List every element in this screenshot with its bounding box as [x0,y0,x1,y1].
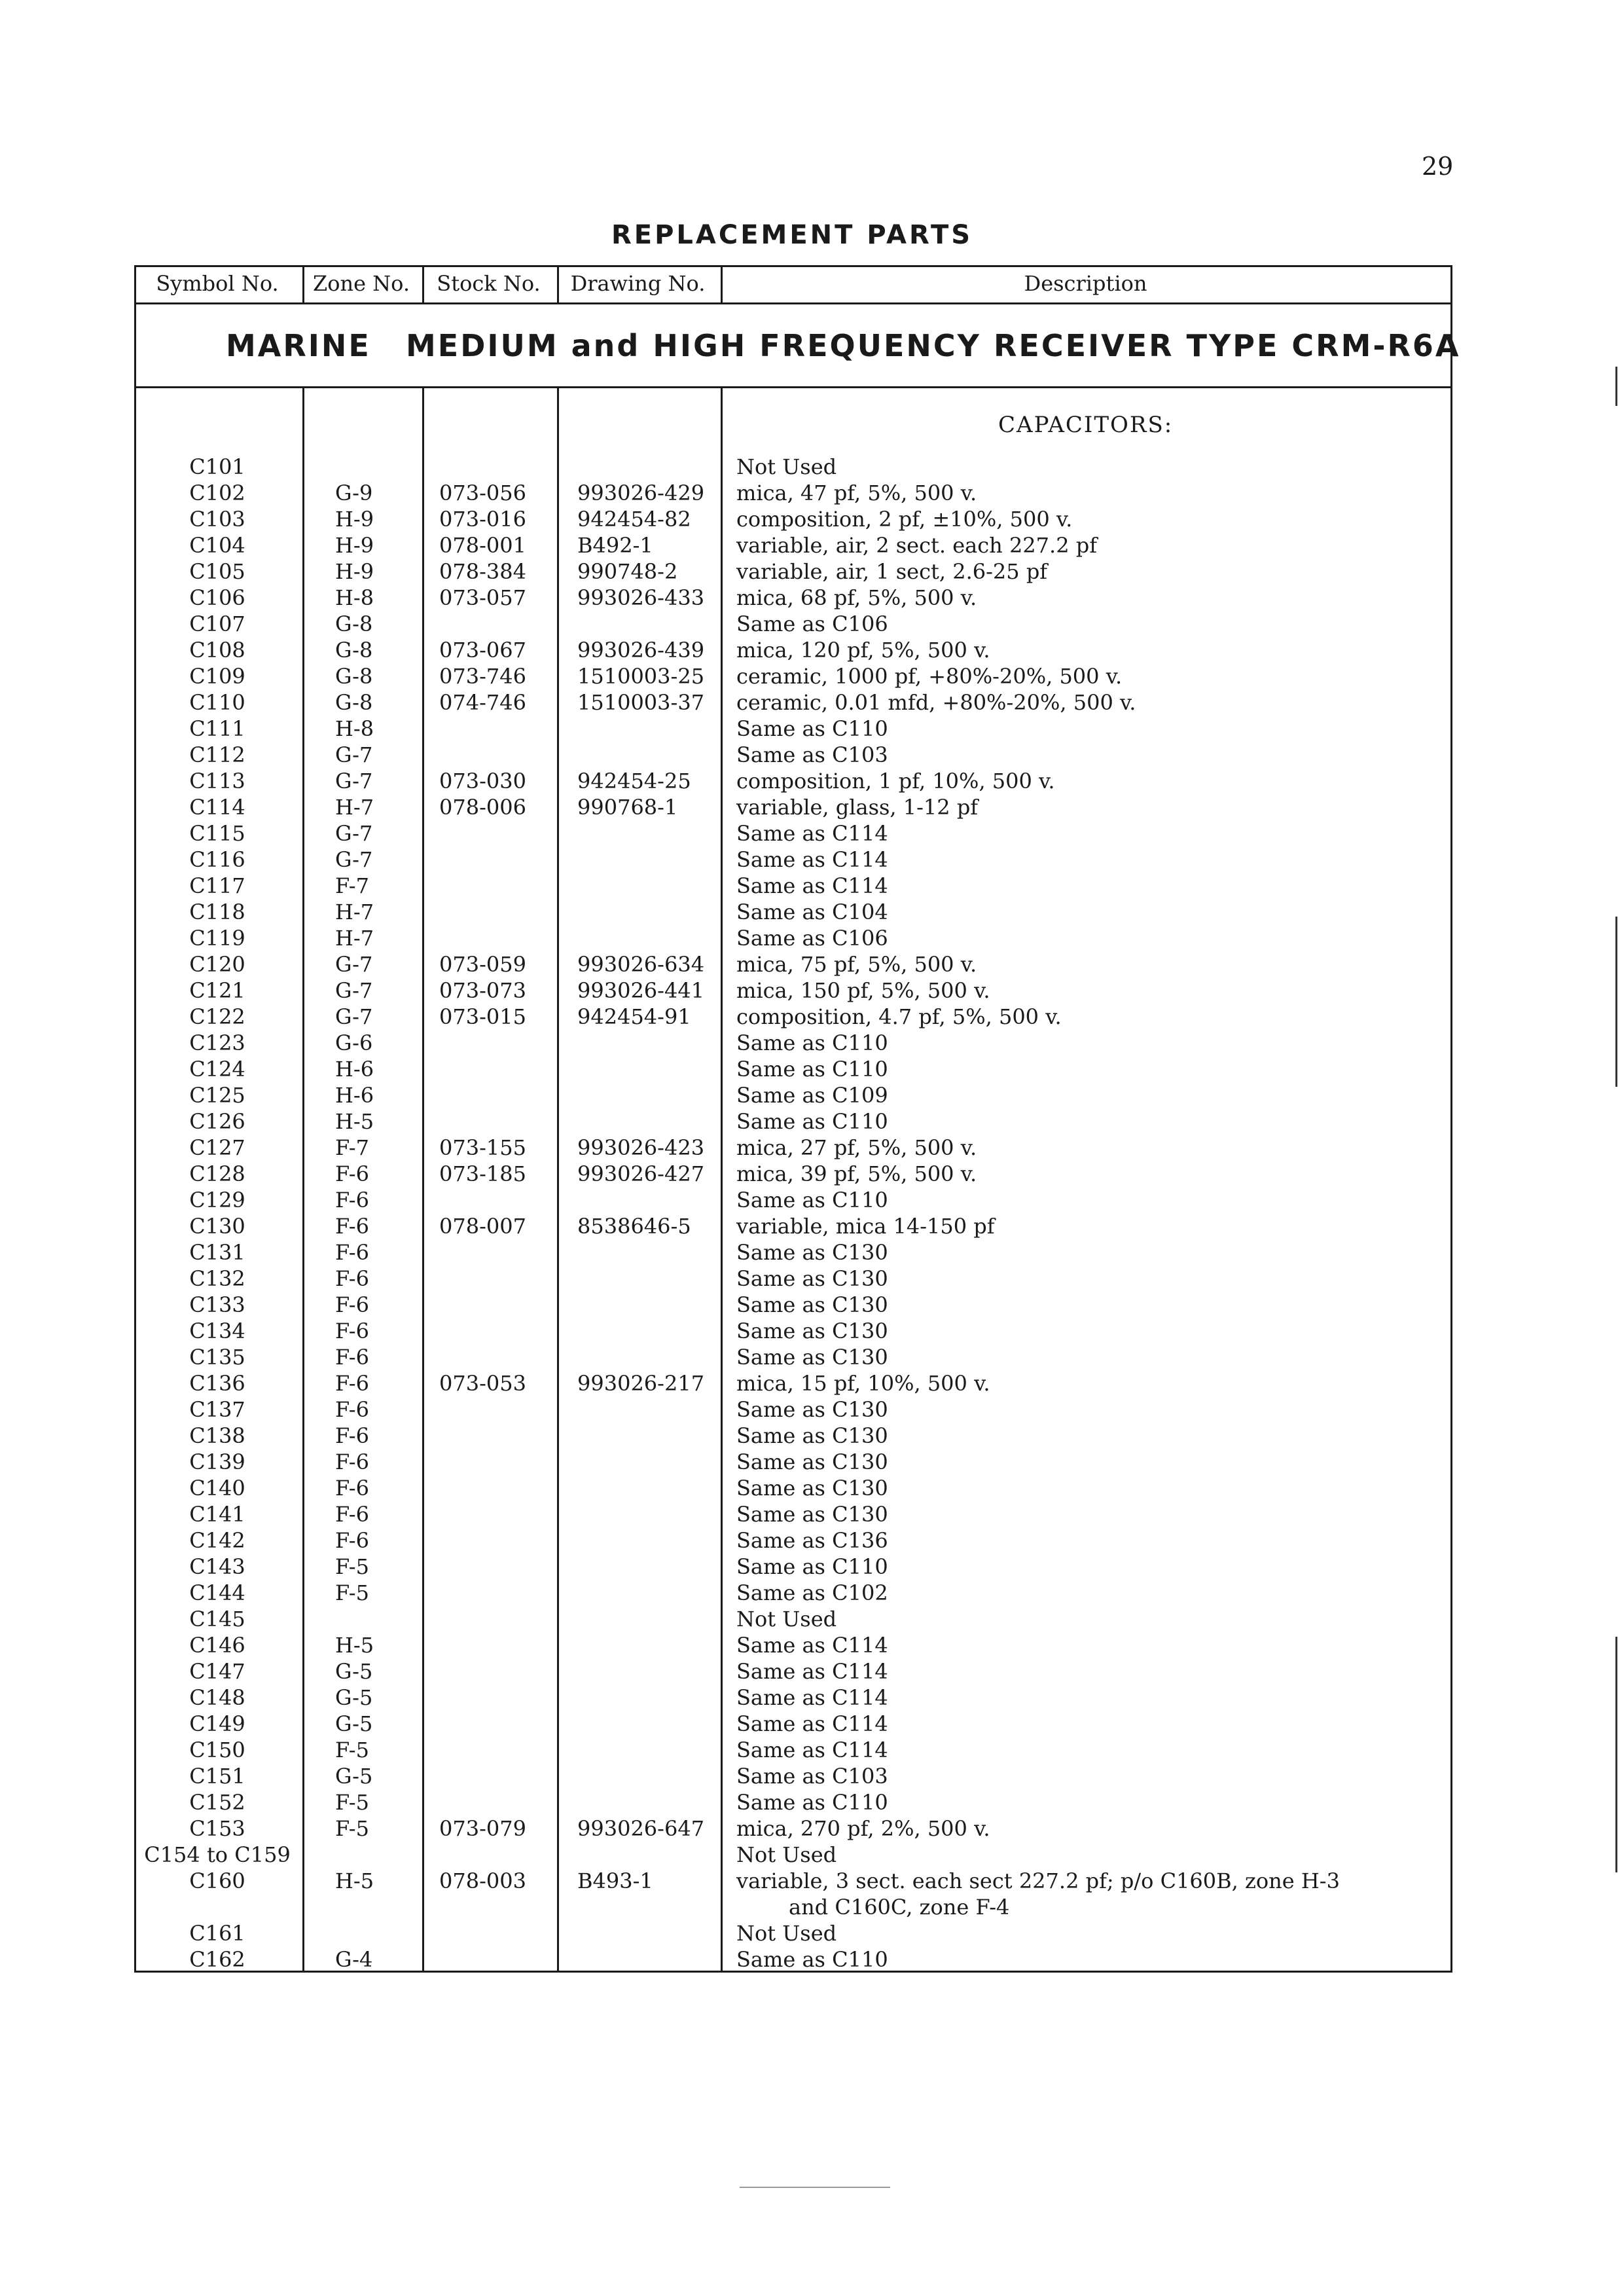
description-cell: ceramic, 1000 pf, +80%-20%, 500 v. [736,664,1123,689]
table-row [134,1056,1452,1082]
table-row [134,1108,1452,1135]
table-row [134,1213,1452,1239]
drawing-cell: 942454-91 [577,1004,691,1029]
table-row [134,1946,1452,1973]
symbol-cell: C148 [189,1685,245,1710]
description-cell: variable, mica 14-150 pf [736,1214,995,1239]
description-cell: Same as C106 [736,611,888,636]
symbol-cell: C138 [189,1423,245,1448]
page-title: REPLACEMENT PARTS [611,220,973,250]
symbol-cell: C151 [189,1764,245,1789]
table-row [134,1815,1452,1842]
table-row [134,1554,1452,1580]
header-stock-no: Stock No. [437,271,541,296]
description-cell: Same as C104 [736,900,888,924]
zone-cell: G-8 [335,664,373,689]
zone-cell: H-9 [335,507,374,532]
table-row [134,1344,1452,1370]
symbol-cell: C129 [189,1188,245,1212]
drawing-cell: 993026-647 [577,1816,705,1841]
table-row [134,1475,1452,1501]
table-row [134,1292,1452,1318]
symbol-cell: C118 [189,900,245,924]
column-divider [302,265,304,304]
description-cell: Same as C130 [736,1397,888,1422]
description-cell: mica, 150 pf, 5%, 500 v. [736,978,990,1003]
description-cell: Same as C103 [736,1764,888,1789]
symbol-cell: C146 [189,1633,245,1658]
table-row [134,1030,1452,1056]
zone-cell: G-9 [335,481,373,505]
symbol-cell: C125 [189,1083,245,1108]
symbol-cell: C130 [189,1214,245,1239]
symbol-cell: C132 [189,1266,245,1291]
symbol-cell: C152 [189,1790,245,1815]
description-cell: Same as C103 [736,742,888,767]
symbol-cell: C106 [189,585,245,610]
description-cell: mica, 68 pf, 5%, 500 v. [736,585,977,610]
footer-rule [740,2187,890,2188]
zone-cell: G-8 [335,690,373,715]
stock-cell: 073-079 [439,1816,526,1841]
symbol-cell: C131 [189,1240,245,1265]
zone-cell: F-6 [335,1476,369,1501]
symbol-cell: C135 [189,1345,245,1370]
zone-cell: G-7 [335,769,373,793]
table-row [134,794,1452,820]
scan-edge-mark [1615,917,1617,1087]
zone-cell: F-6 [335,1528,369,1553]
zone-cell: F-6 [335,1161,369,1186]
symbol-cell: C142 [189,1528,245,1553]
zone-cell: F-6 [335,1502,369,1527]
zone-cell: F-6 [335,1397,369,1422]
description-cell: Same as C114 [736,847,888,872]
symbol-cell: C119 [189,926,245,951]
table-row [134,1135,1452,1161]
drawing-cell: 942454-25 [577,769,691,793]
symbol-cell: C104 [189,533,245,558]
description-cell: composition, 4.7 pf, 5%, 500 v. [736,1004,1062,1029]
description-cell: mica, 120 pf, 5%, 500 v. [736,638,990,663]
symbol-cell: C117 [189,873,245,898]
zone-cell: F-6 [335,1240,369,1265]
description-cell: mica, 47 pf, 5%, 500 v. [736,481,977,505]
table-row [134,611,1452,637]
description-cell: ceramic, 0.01 mfd, +80%-20%, 500 v. [736,690,1136,715]
zone-cell: H-7 [335,900,374,924]
zone-cell: F-6 [335,1449,369,1474]
symbol-cell: C101 [189,454,245,479]
zone-cell: G-6 [335,1030,373,1055]
table-row [134,1842,1452,1868]
zone-cell: H-9 [335,559,374,584]
stock-cell: 078-007 [439,1214,526,1239]
drawing-cell: 993026-217 [577,1371,705,1396]
description-cell: Same as C114 [736,1659,888,1684]
symbol-cell: C107 [189,611,245,636]
symbol-cell: C140 [189,1476,245,1501]
stock-cell: 073-155 [439,1135,526,1160]
stock-cell: 073-746 [439,664,526,689]
symbol-cell: C109 [189,664,245,689]
description-cell: composition, 1 pf, 10%, 500 v. [736,769,1055,793]
drawing-cell: 942454-82 [577,507,691,532]
drawing-cell: 993026-439 [577,638,705,663]
symbol-cell: C120 [189,952,245,977]
description-cell: Same as C130 [736,1449,888,1474]
symbol-cell: C103 [189,507,245,532]
description-cell: variable, air, 1 sect, 2.6-25 pf [736,559,1048,584]
description-cell: Same as C114 [736,1738,888,1762]
zone-cell: G-7 [335,847,373,872]
zone-cell: G-8 [335,638,373,663]
table-row [134,454,1452,480]
stock-cell: 073-185 [439,1161,526,1186]
zone-cell: H-5 [335,1633,374,1658]
zone-cell: H-6 [335,1057,374,1082]
symbol-cell: C110 [189,690,245,715]
table-row [134,820,1452,847]
symbol-cell: C112 [189,742,245,767]
header-symbol-no: Symbol No. [156,271,279,296]
drawing-cell: 993026-423 [577,1135,705,1160]
description-cell: Not Used [736,1842,837,1867]
description-cell: Not Used [736,454,837,479]
drawing-cell: 990748-2 [577,559,678,584]
zone-cell: G-7 [335,742,373,767]
symbol-cell: C128 [189,1161,245,1186]
table-row [134,1763,1452,1789]
table-row [134,506,1452,532]
description-cell: Same as C102 [736,1580,888,1605]
symbol-cell: C139 [189,1449,245,1474]
drawing-cell: 1510003-25 [577,664,705,689]
symbol-cell: C136 [189,1371,245,1396]
description-cell: variable, 3 sect. each sect 227.2 pf; p/o C160B, zone H-3 [736,1868,1340,1893]
description-cell: Same as C130 [736,1423,888,1448]
zone-cell: F-7 [335,1135,369,1160]
description-cell: Same as C130 [736,1292,888,1317]
symbol-cell: C134 [189,1319,245,1343]
table-row [134,1737,1452,1763]
zone-cell: F-6 [335,1423,369,1448]
table-row [134,1711,1452,1737]
zone-cell: G-7 [335,821,373,846]
description-cell: variable, glass, 1-12 pf [736,795,979,820]
symbol-cell: C126 [189,1109,245,1134]
description-cell: Same as C110 [736,1188,888,1212]
header-zone-no: Zone No. [312,271,410,296]
zone-cell: G-7 [335,1004,373,1029]
zone-cell: H-7 [335,795,374,820]
symbol-cell: C124 [189,1057,245,1082]
zone-cell: F-6 [335,1188,369,1212]
stock-cell: 073-057 [439,585,526,610]
drawing-cell: 993026-427 [577,1161,705,1186]
zone-cell: H-6 [335,1083,374,1108]
table-row [134,1318,1452,1344]
description-cell: Same as C114 [736,873,888,898]
symbol-cell: C102 [189,481,245,505]
symbol-cell: C121 [189,978,245,1003]
zone-cell: H-8 [335,716,374,741]
table-row [134,1501,1452,1527]
description-cell: Same as C130 [736,1476,888,1501]
symbol-cell: C115 [189,821,245,846]
symbol-cell: C153 [189,1816,245,1841]
symbol-cell: C143 [189,1554,245,1579]
description-cell: Same as C114 [736,1633,888,1658]
symbol-cell: C141 [189,1502,245,1527]
table-row [134,977,1452,1004]
table-row [134,1920,1452,1946]
table-row [134,1527,1452,1554]
column-divider [557,265,559,304]
symbol-cell: C145 [189,1607,245,1631]
description-cell: Same as C114 [736,1685,888,1710]
table-row [134,1370,1452,1396]
table-row [134,1685,1452,1711]
description-cell: Same as C110 [736,1947,888,1972]
symbol-cell: C160 [189,1868,245,1893]
banner-receiver-type: MEDIUM and HIGH FREQUENCY RECEIVER TYPE CRM-R6A [406,328,1461,363]
table-row [134,1266,1452,1292]
zone-cell: G-8 [335,611,373,636]
zone-cell: G-4 [335,1947,373,1972]
header-description: Description [1024,271,1147,296]
zone-cell: F-6 [335,1345,369,1370]
zone-cell: G-5 [335,1659,373,1684]
description-cell: Same as C130 [736,1266,888,1291]
symbol-cell: C137 [189,1397,245,1422]
description-cell: Same as C114 [736,1711,888,1736]
page-number: 29 [1422,152,1454,181]
zone-cell: G-5 [335,1764,373,1789]
stock-cell: 073-067 [439,638,526,663]
table-row [134,1632,1452,1658]
table-row [134,663,1452,689]
zone-cell: G-7 [335,952,373,977]
zone-cell: H-9 [335,533,374,558]
description-cell: Not Used [736,1607,837,1631]
receiver-banner [134,304,1461,388]
zone-cell: G-5 [335,1711,373,1736]
description-cell: Same as C110 [736,1030,888,1055]
zone-cell: F-6 [335,1214,369,1239]
symbol-cell: C144 [189,1580,245,1605]
drawing-cell: B492-1 [577,533,653,558]
symbol-cell: C108 [189,638,245,663]
symbol-cell: C133 [189,1292,245,1317]
stock-cell: 073-059 [439,952,526,977]
symbol-cell: C127 [189,1135,245,1160]
drawing-cell: B493-1 [577,1868,653,1893]
symbol-cell: C113 [189,769,245,793]
symbol-cell: C154 to C159 [144,1842,291,1867]
description-cell: Same as C110 [736,1109,888,1134]
zone-cell: F-7 [335,873,369,898]
symbol-cell: C114 [189,795,245,820]
table-row [134,1580,1452,1606]
table-row [134,689,1452,716]
description-cell: Same as C110 [736,1057,888,1082]
stock-cell: 073-056 [439,481,526,505]
scan-edge-mark [1615,367,1617,406]
stock-cell: 078-384 [439,559,526,584]
table-row [134,1239,1452,1266]
description-cell: Same as C130 [736,1345,888,1370]
description-cell: Same as C110 [736,1554,888,1579]
zone-cell: F-5 [335,1790,369,1815]
description-cell: mica, 27 pf, 5%, 500 v. [736,1135,977,1160]
zone-cell: F-5 [335,1738,369,1762]
description-cell: mica, 15 pf, 10%, 500 v. [736,1371,990,1396]
description-cell: mica, 270 pf, 2%, 500 v. [736,1816,990,1841]
column-divider [422,265,424,304]
description-cell: Same as C109 [736,1083,888,1108]
table-row [134,1658,1452,1685]
table-row [134,558,1452,585]
banner-marine: MARINE [226,328,371,363]
table-row [134,1161,1452,1187]
zone-cell: H-5 [335,1109,374,1134]
zone-cell: F-5 [335,1580,369,1605]
description-cell: Same as C114 [736,821,888,846]
table-row [134,1789,1452,1815]
stock-cell: 074-746 [439,690,526,715]
symbol-cell: C123 [189,1030,245,1055]
table-row [134,951,1452,977]
stock-cell: 078-003 [439,1868,526,1893]
table-row [134,532,1452,558]
table-row [134,1004,1452,1030]
zone-cell: H-7 [335,926,374,951]
drawing-cell: 993026-433 [577,585,705,610]
table-row [134,1423,1452,1449]
description-cell: Same as C110 [736,716,888,741]
section-heading: CAPACITORS: [998,412,1174,438]
table-row [134,716,1452,742]
stock-cell: 073-016 [439,507,526,532]
table-row [134,873,1452,899]
drawing-cell: 993026-429 [577,481,705,505]
table-row [134,585,1452,611]
description-cell: mica, 75 pf, 5%, 500 v. [736,952,977,977]
zone-cell: G-7 [335,978,373,1003]
symbol-cell: C122 [189,1004,245,1029]
description-cell: Same as C136 [736,1528,888,1553]
symbol-cell: C162 [189,1947,245,1972]
table-row [134,742,1452,768]
description-cell: Same as C130 [736,1502,888,1527]
symbol-cell: C105 [189,559,245,584]
column-divider [721,265,723,304]
zone-cell: H-5 [335,1868,374,1893]
drawing-cell: 990768-1 [577,795,678,820]
zone-cell: F-5 [335,1816,369,1841]
description-continuation: and C160C, zone F-4 [789,1895,1010,1920]
symbol-cell: C161 [189,1921,245,1946]
table-row [134,1396,1452,1423]
scan-edge-mark [1615,1637,1617,1872]
table-header-row [134,265,1452,304]
zone-cell: G-5 [335,1685,373,1710]
description-cell: Same as C130 [736,1240,888,1265]
stock-cell: 073-053 [439,1371,526,1396]
table-row [134,925,1452,951]
table-row [134,768,1452,794]
table-row [134,1449,1452,1475]
zone-cell: F-6 [335,1292,369,1317]
table-row [134,1082,1452,1108]
header-drawing-no: Drawing No. [570,271,706,296]
symbol-cell: C116 [189,847,245,872]
zone-cell: F-6 [335,1266,369,1291]
table-row [134,847,1452,873]
symbol-cell: C149 [189,1711,245,1736]
stock-cell: 073-015 [439,1004,526,1029]
drawing-cell: 1510003-37 [577,690,705,715]
drawing-cell: 993026-441 [577,978,705,1003]
stock-cell: 073-073 [439,978,526,1003]
symbol-cell: C111 [189,716,245,741]
drawing-cell: 993026-634 [577,952,705,977]
table-row [134,1606,1452,1632]
description-cell: variable, air, 2 sect. each 227.2 pf [736,533,1098,558]
table-row [134,899,1452,925]
symbol-cell: C150 [189,1738,245,1762]
description-cell: mica, 39 pf, 5%, 500 v. [736,1161,977,1186]
description-cell: Same as C130 [736,1319,888,1343]
symbol-cell: C147 [189,1659,245,1684]
table-row [134,637,1452,663]
description-cell: Same as C110 [736,1790,888,1815]
stock-cell: 073-030 [439,769,526,793]
zone-cell: H-8 [335,585,374,610]
description-cell: Not Used [736,1921,837,1946]
description-cell: composition, 2 pf, ±10%, 500 v. [736,507,1073,532]
table-row [134,1868,1452,1920]
zone-cell: F-6 [335,1371,369,1396]
zone-cell: F-6 [335,1319,369,1343]
drawing-cell: 8538646-5 [577,1214,691,1239]
description-cell: Same as C106 [736,926,888,951]
stock-cell: 078-001 [439,533,526,558]
stock-cell: 078-006 [439,795,526,820]
table-row [134,480,1452,506]
zone-cell: F-5 [335,1554,369,1579]
table-row [134,1187,1452,1213]
